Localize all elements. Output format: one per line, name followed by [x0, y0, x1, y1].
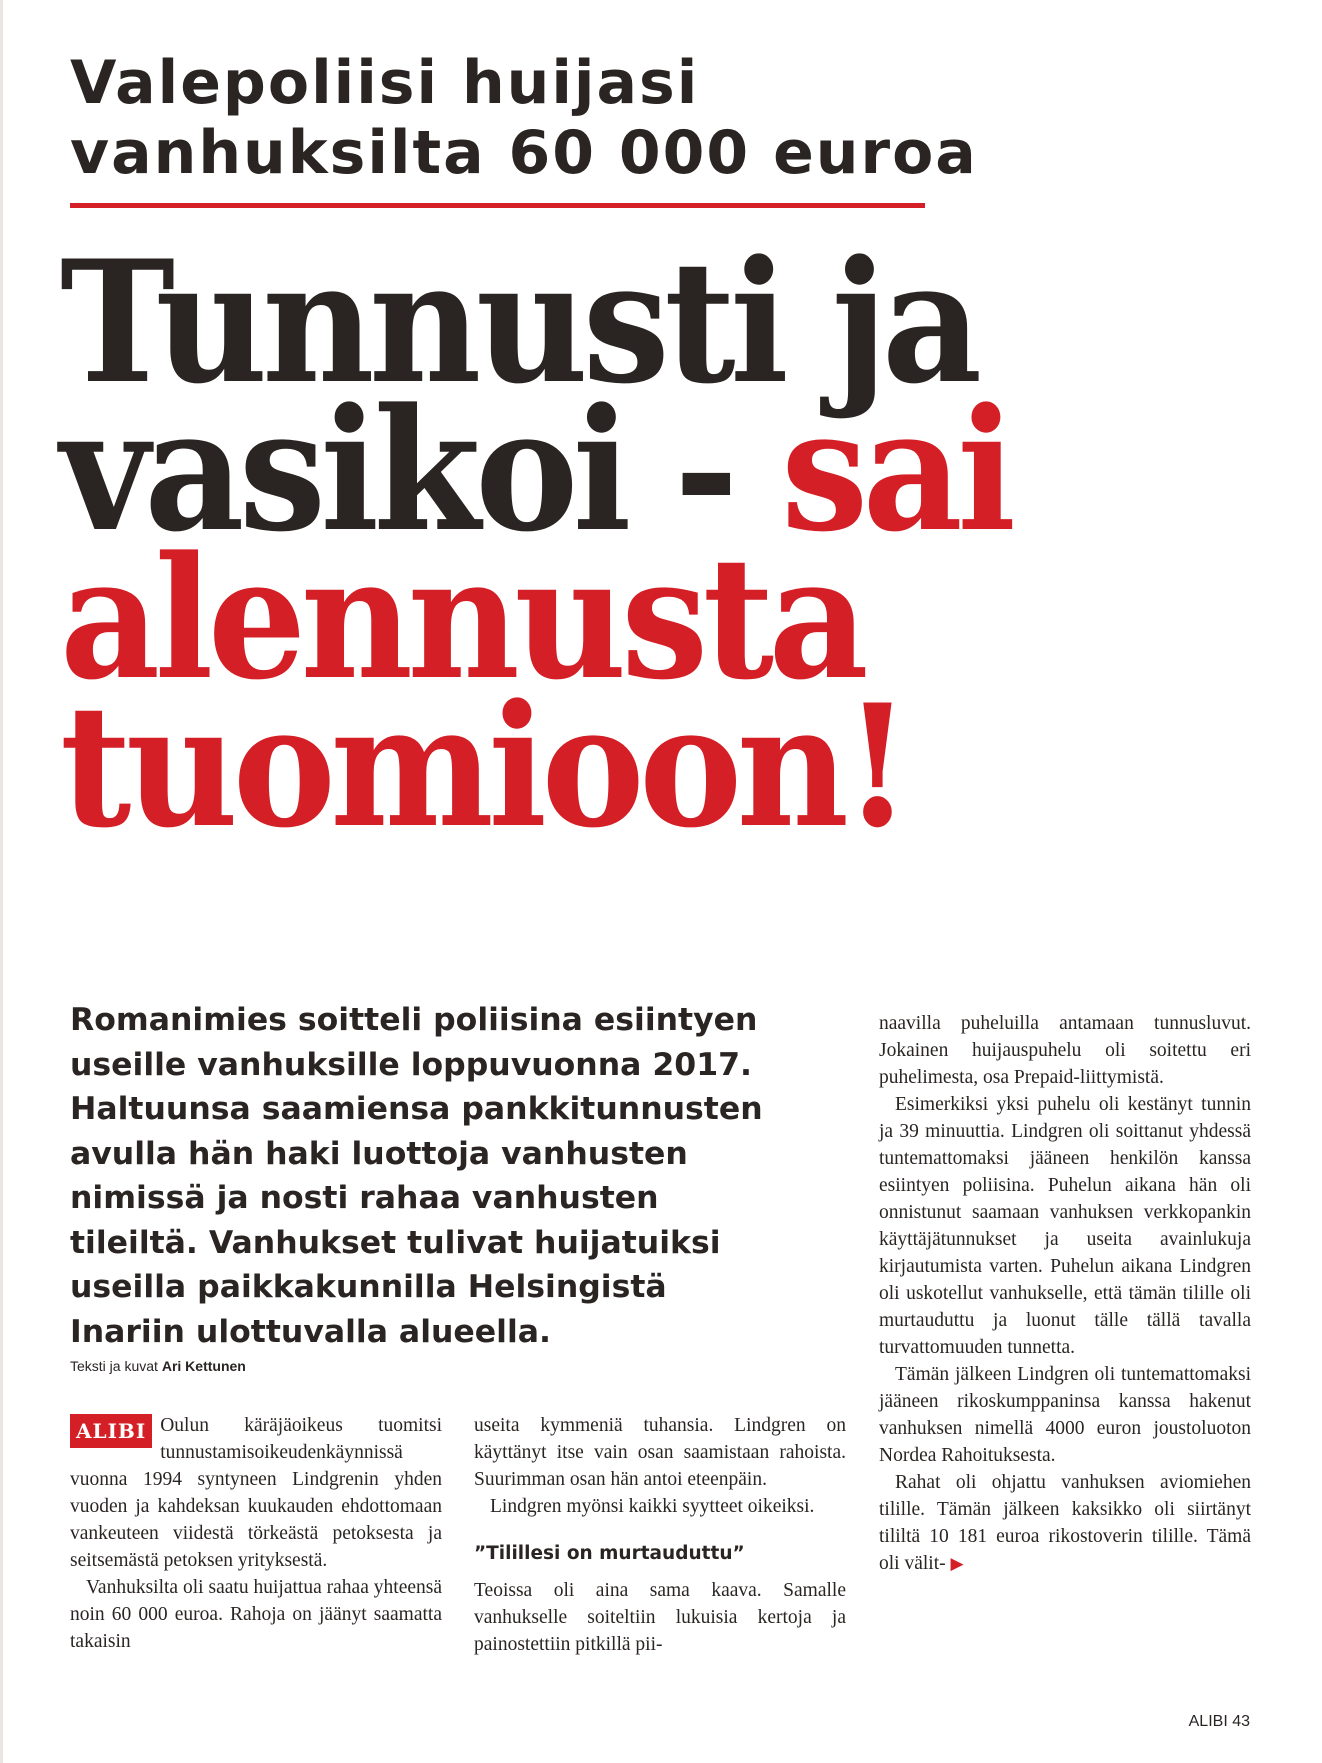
- lead-paragraph: [70, 998, 850, 1354]
- kicker-line: Valepoliisi huijasi: [70, 48, 700, 118]
- body-paragraph: [879, 1469, 1251, 1577]
- headline-dark-part: vasikoi -: [60, 371, 782, 569]
- body-paragraph: Teoissa oli aina sama kaava. Samalle vanhukselle soiteltiin lukuisia kertoja ja painostettiin pitkillä pii-: [474, 1580, 846, 1655]
- body-paragraph: Lindgren myönsi kaikki syytteet oikeiksi.: [490, 1496, 815, 1517]
- main-headline: [60, 223, 1210, 865]
- lead-line: useilla paikkakunnilla Helsingistä: [70, 1269, 667, 1305]
- body-paragraph: Esimerkiksi yksi puhelu oli kestänyt tunnin ja 39 minuuttia. Lindgren oli soittanut yhdessä tuntemattomaksi jääneen henkilön kanssa esiintyen poliisina. Puhelun aikana hän oli onnistunut saamaan vanhuksen verkkopankin käyttäjätunnukset ja useita avainlukuja kirjautumista varten. Puhelun aikana Lindgren oli uskotellut vanhukselle, että tämän tilille oli murtauduttu ja luonut tälle tällä tavalla turvattomuuden tunnetta.: [879, 1094, 1251, 1358]
- body-paragraph: Tämän jälkeen Lindgren oli tuntemattomaksi jääneen rikoskumppaninsa kanssa hakenut vanhuksen nimellä 4000 euron joustoluoton Nordea Rahoituksesta.: [879, 1364, 1251, 1466]
- alibi-logo: ALIBI: [70, 1414, 152, 1448]
- kicker-line: vanhuksilta 60 000 euroa: [70, 118, 978, 188]
- lead-line: tileiltä. Vanhukset tulivat huijatuiksi: [70, 1224, 721, 1261]
- page-folio: ALIBI 43: [1188, 1713, 1250, 1730]
- section-subhead: ”Tilillesi on murtauduttu”: [474, 1543, 745, 1564]
- headline-red-part: sai: [781, 371, 1011, 569]
- headline-line: alennusta: [60, 519, 864, 717]
- body-paragraph: Vanhuksilta oli saatu huijattua rahaa yhteensä noin 60 000 euroa. Rahoja on jäänyt saamatta takaisin: [70, 1577, 442, 1652]
- headline-line: Tunnusti ja: [60, 223, 977, 421]
- lead-line: Haltuunsa saamiensa pankkitunnusten: [70, 1091, 763, 1127]
- byline-author: Ari Kettunen: [161, 1358, 246, 1374]
- lead-line: nimissä ja nosti rahaa vanhusten: [70, 1180, 659, 1216]
- red-rule-divider: [70, 203, 925, 208]
- body-column-2: [474, 1412, 846, 1658]
- body-paragraph: [70, 1412, 442, 1574]
- page-edge: [0, 0, 3, 1763]
- body-paragraph: useita kymmeniä tuhansia. Lindgren on käyttänyt itse vain osan saamistaan rahoista. Suurimman osan hän antoi eteenpäin.: [474, 1415, 846, 1490]
- lead-line: Romanimies soitteli poliisina esiintyen: [70, 1002, 758, 1038]
- lead-line: useille vanhuksille loppuvuonna 2017.: [70, 1046, 753, 1083]
- byline-prefix: Teksti ja kuvat: [70, 1358, 158, 1374]
- continue-arrow-icon: ▶: [950, 1554, 964, 1573]
- lead-line: avulla hän haki luottoja vanhusten: [70, 1135, 688, 1172]
- headline-line: tuomioon!: [60, 667, 906, 865]
- body-column-1: [70, 1412, 442, 1655]
- body-text: Rahat oli ohjattu vanhuksen aviomiehen tilille. Tämän jälkeen kaksikko oli siirtänyt tililtä 10 181 euroa rikostoverin tilille. Tämä oli välit-: [879, 1472, 1251, 1574]
- body-text: Oulun käräjäoikeus tuomitsi tunnustamisoikeudenkäynnissä vuonna 1994 syntyneen Lindgrenin yhden vuoden ja kahdeksan kuukauden ehdottomaan vankeuteen viidestä törkeästä petoksesta ja seitsemästä petoksen yrityksestä.: [70, 1415, 442, 1571]
- byline: [70, 1358, 246, 1374]
- kicker-headline: [70, 48, 978, 188]
- body-column-3: [879, 1010, 1251, 1577]
- body-paragraph: naavilla puheluilla antamaan tunnusluvut. Jokainen huijauspuhelu oli soitettu eri puhelimesta, osa Prepaid-liittymistä.: [879, 1013, 1251, 1088]
- lead-line: Inariin ulottuvalla alueella.: [70, 1313, 551, 1350]
